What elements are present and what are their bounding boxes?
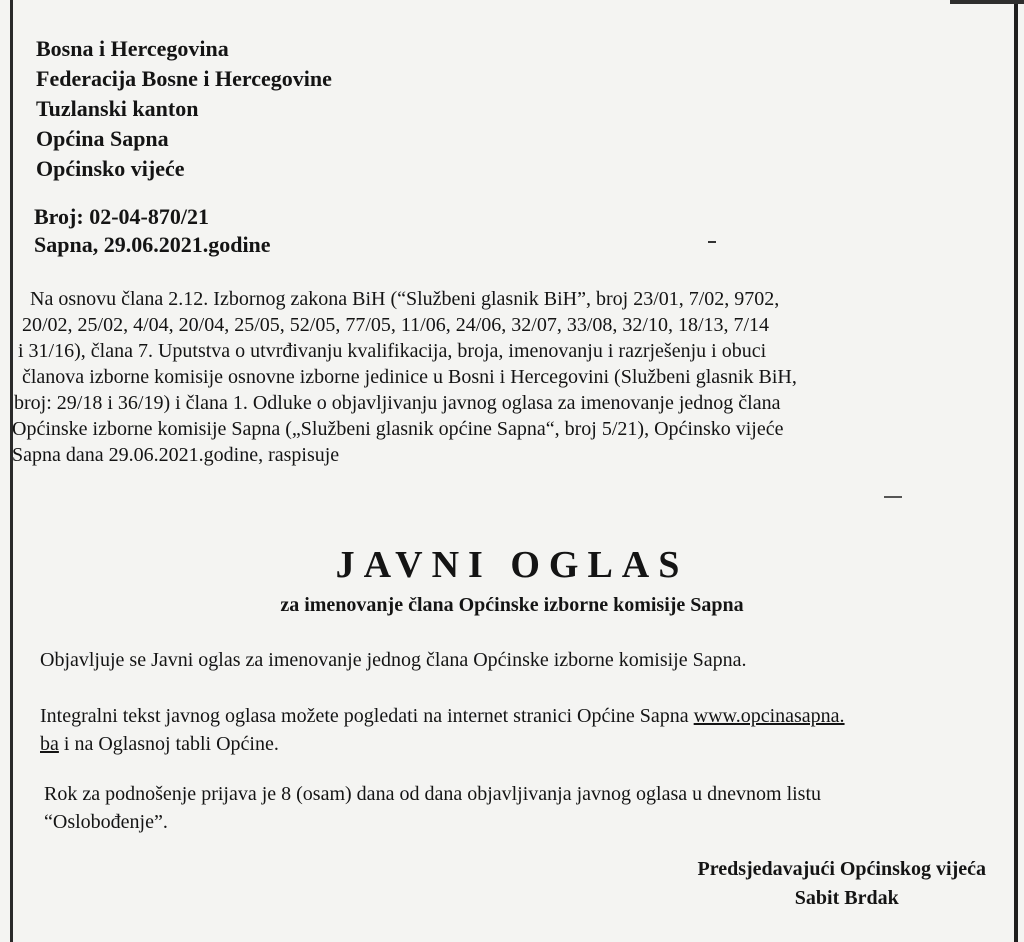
website-link-continuation[interactable]: ba — [40, 733, 59, 755]
scan-mark — [708, 241, 716, 243]
intro-line: 20/02, 25/02, 4/04, 20/04, 25/05, 52/05, 77/05, 11/06, 24/06, 32/07, 33/08, 32/10, 18/13, 7/14 — [22, 314, 770, 336]
announcement-paragraph: Objavljuje se Javni oglas za imenovanje jednog člana Općinske izborne komisije Sapna. — [40, 649, 747, 671]
intro-line: i 31/16), člana 7. Uputstva o utvrđivanju kvalifikacija, broja, imenovanju i razrješenju i obuci — [18, 340, 767, 362]
notice-title: JAVNI OGLAS — [335, 544, 689, 586]
intro-line: članova izborne komisije osnovne izborne jedinice u Bosni i Hercegovini (Službeni glasnik BiH, — [22, 366, 797, 388]
scan-edge-right — [1014, 0, 1018, 942]
signatory-role: Predsjedavajući Općinskog vijeća — [697, 858, 986, 880]
intro-line: Na osnovu člana 2.12. Izbornog zakona BiH (“Službeni glasnik BiH”, broj 23/01, 7/02, 9702, — [30, 288, 780, 310]
reference-number: Broj: 02-04-870/21 — [34, 204, 209, 229]
deadline-paragraph — [44, 780, 821, 836]
scan-edge-left — [10, 0, 13, 942]
header-council: Općinsko vijeće — [36, 156, 185, 181]
signature-block — [697, 855, 986, 913]
reference-place-date: Sapna, 29.06.2021.godine — [34, 232, 271, 257]
header-canton: Tuzlanski kanton — [36, 96, 199, 121]
website-paragraph — [40, 702, 845, 758]
intro-line: broj: 29/18 i 36/19) i člana 1. Odluke o objavljivanju javnog oglasa za imenovanje jednog člana — [14, 392, 781, 414]
signatory-name: Sabit Brdak — [794, 887, 899, 909]
notice-subtitle: za imenovanje člana Općinske izborne komisije Sapna — [280, 594, 744, 616]
header-country: Bosna i Hercegovina — [36, 36, 229, 61]
website-text-end: i na Oglasnoj tabli Općine. — [58, 733, 279, 755]
intro-line: Općinske izborne komisije Sapna („Službeni glasnik općine Sapna“, broj 5/21), Općinsko vijeće — [12, 418, 784, 440]
document-reference — [34, 203, 271, 259]
scan-mark — [884, 496, 902, 498]
deadline-line: “Oslobođenje”. — [44, 811, 168, 833]
scan-edge-top — [950, 0, 1024, 4]
header-municipality: Općina Sapna — [36, 126, 169, 151]
legal-basis-paragraph — [12, 286, 998, 468]
issuer-header — [36, 34, 332, 184]
deadline-line: Rok za podnošenje prijava je 8 (osam) dana od dana objavljivanja javnog oglasa u dnevnom listu — [44, 783, 822, 805]
website-link[interactable]: www.opcinasapna. — [693, 705, 845, 727]
website-text: Integralni tekst javnog oglasa možete pogledati na internet stranici Općine Sapna — [40, 705, 694, 727]
intro-line: Sapna dana 29.06.2021.godine, raspisuje — [12, 444, 340, 466]
header-federation: Federacija Bosne i Hercegovine — [36, 66, 332, 91]
